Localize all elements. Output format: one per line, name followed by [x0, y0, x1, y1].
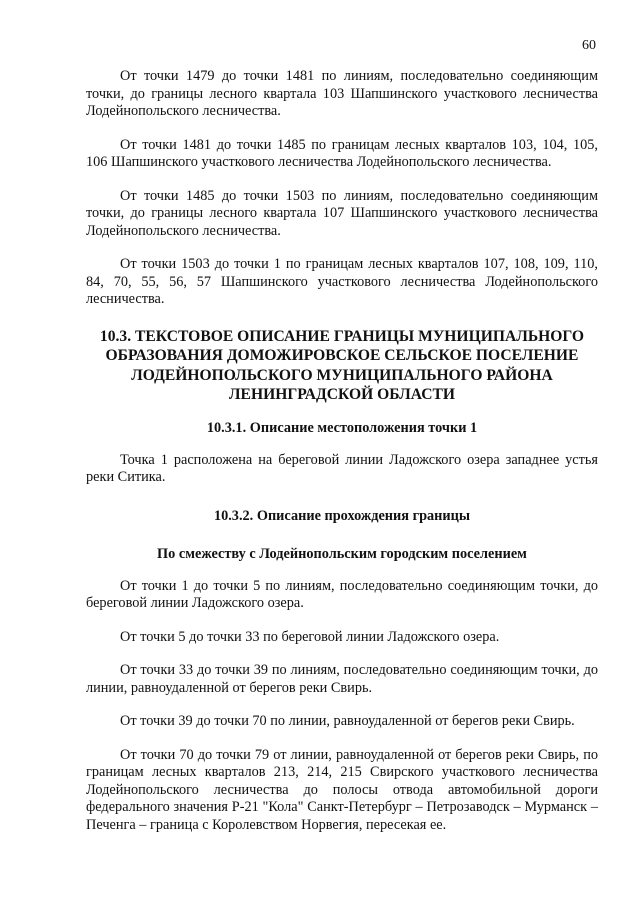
section-heading: 10.3. ТЕКСТОВОЕ ОПИСАНИЕ ГРАНИЦЫ МУНИЦИПАЛЬНОГО ОБРАЗОВАНИЯ ДОМОЖИРОВСКОЕ СЕЛЬСКОЕ ПОСЕЛЕНИЕ ЛОДЕЙНОПОЛЬСКОГО МУНИЦИПАЛЬНОГО РАЙОНА ЛЕНИНГРАДСКОЙ ОБЛАСТИ [99, 327, 585, 403]
subsection-heading-point-location: 10.3.1. Описание местоположения точки 1 [206, 419, 478, 436]
paragraph: От точки 1503 до точки 1 по границам лесных кварталов 107, 108, 109, 110, 84, 70, 55, 56, 57 Шапшинского участкового лесничества Лодейнопольского лесничества. [86, 256, 598, 307]
paragraph: От точки 33 до точки 39 по линиям, последовательно соединяющим точки, до линии, равноудаленной от берегов реки Свирь. [86, 662, 598, 696]
page-number: 60 [582, 38, 596, 53]
paragraph: От точки 39 до точки 70 по линии, равноудаленной от берегов реки Свирь. [120, 713, 575, 729]
paragraph: От точки 70 до точки 79 от линии, равноудаленной от берегов реки Свирь, по границам лесных кварталов 213, 214, 215 Свирского участкового лесничества Лодейнопольского лесничества до полосы отвода автомобильной дороги федерального значения Р-21 "Кола" Санкт-Петербург – Петрозаводск – Мурманск – Печенга – граница с Королевством Норвегия, пересекая ее. [86, 746, 598, 833]
paragraph: От точки 5 до точки 33 по береговой линии Ладожского озера. [120, 628, 500, 645]
document-body [86, 68, 598, 850]
paragraph: От точки 1485 до точки 1503 по линиям, последовательно соединяющим точки, до границы лесного квартала 107 Шапшинского участкового лесничества Лодейнопольского лесничества. [86, 187, 598, 239]
paragraph: От точки 1481 до точки 1485 по границам лесных кварталов 103, 104, 105, 106 Шапшинского участкового лесничества Лодейнопольского лесничества. [86, 136, 598, 170]
paragraph: От точки 1 до точки 5 по линиям, последовательно соединяющим точки, до береговой линии Ладожского озера. [86, 577, 598, 611]
paragraph: От точки 1479 до точки 1481 по линиям, последовательно соединяющим точки, до границы лесного квартала 103 Шапшинского участкового лесничества Лодейнопольского лесничества. [86, 68, 598, 119]
paragraph: Точка 1 расположена на береговой линии Ладожского озера западнее устья реки Ситика. [86, 451, 598, 485]
adjacency-heading: По смежеству с Лодейнопольским городским поселением [157, 545, 527, 562]
subsection-heading-boundary-route: 10.3.2. Описание прохождения границы [213, 507, 471, 524]
